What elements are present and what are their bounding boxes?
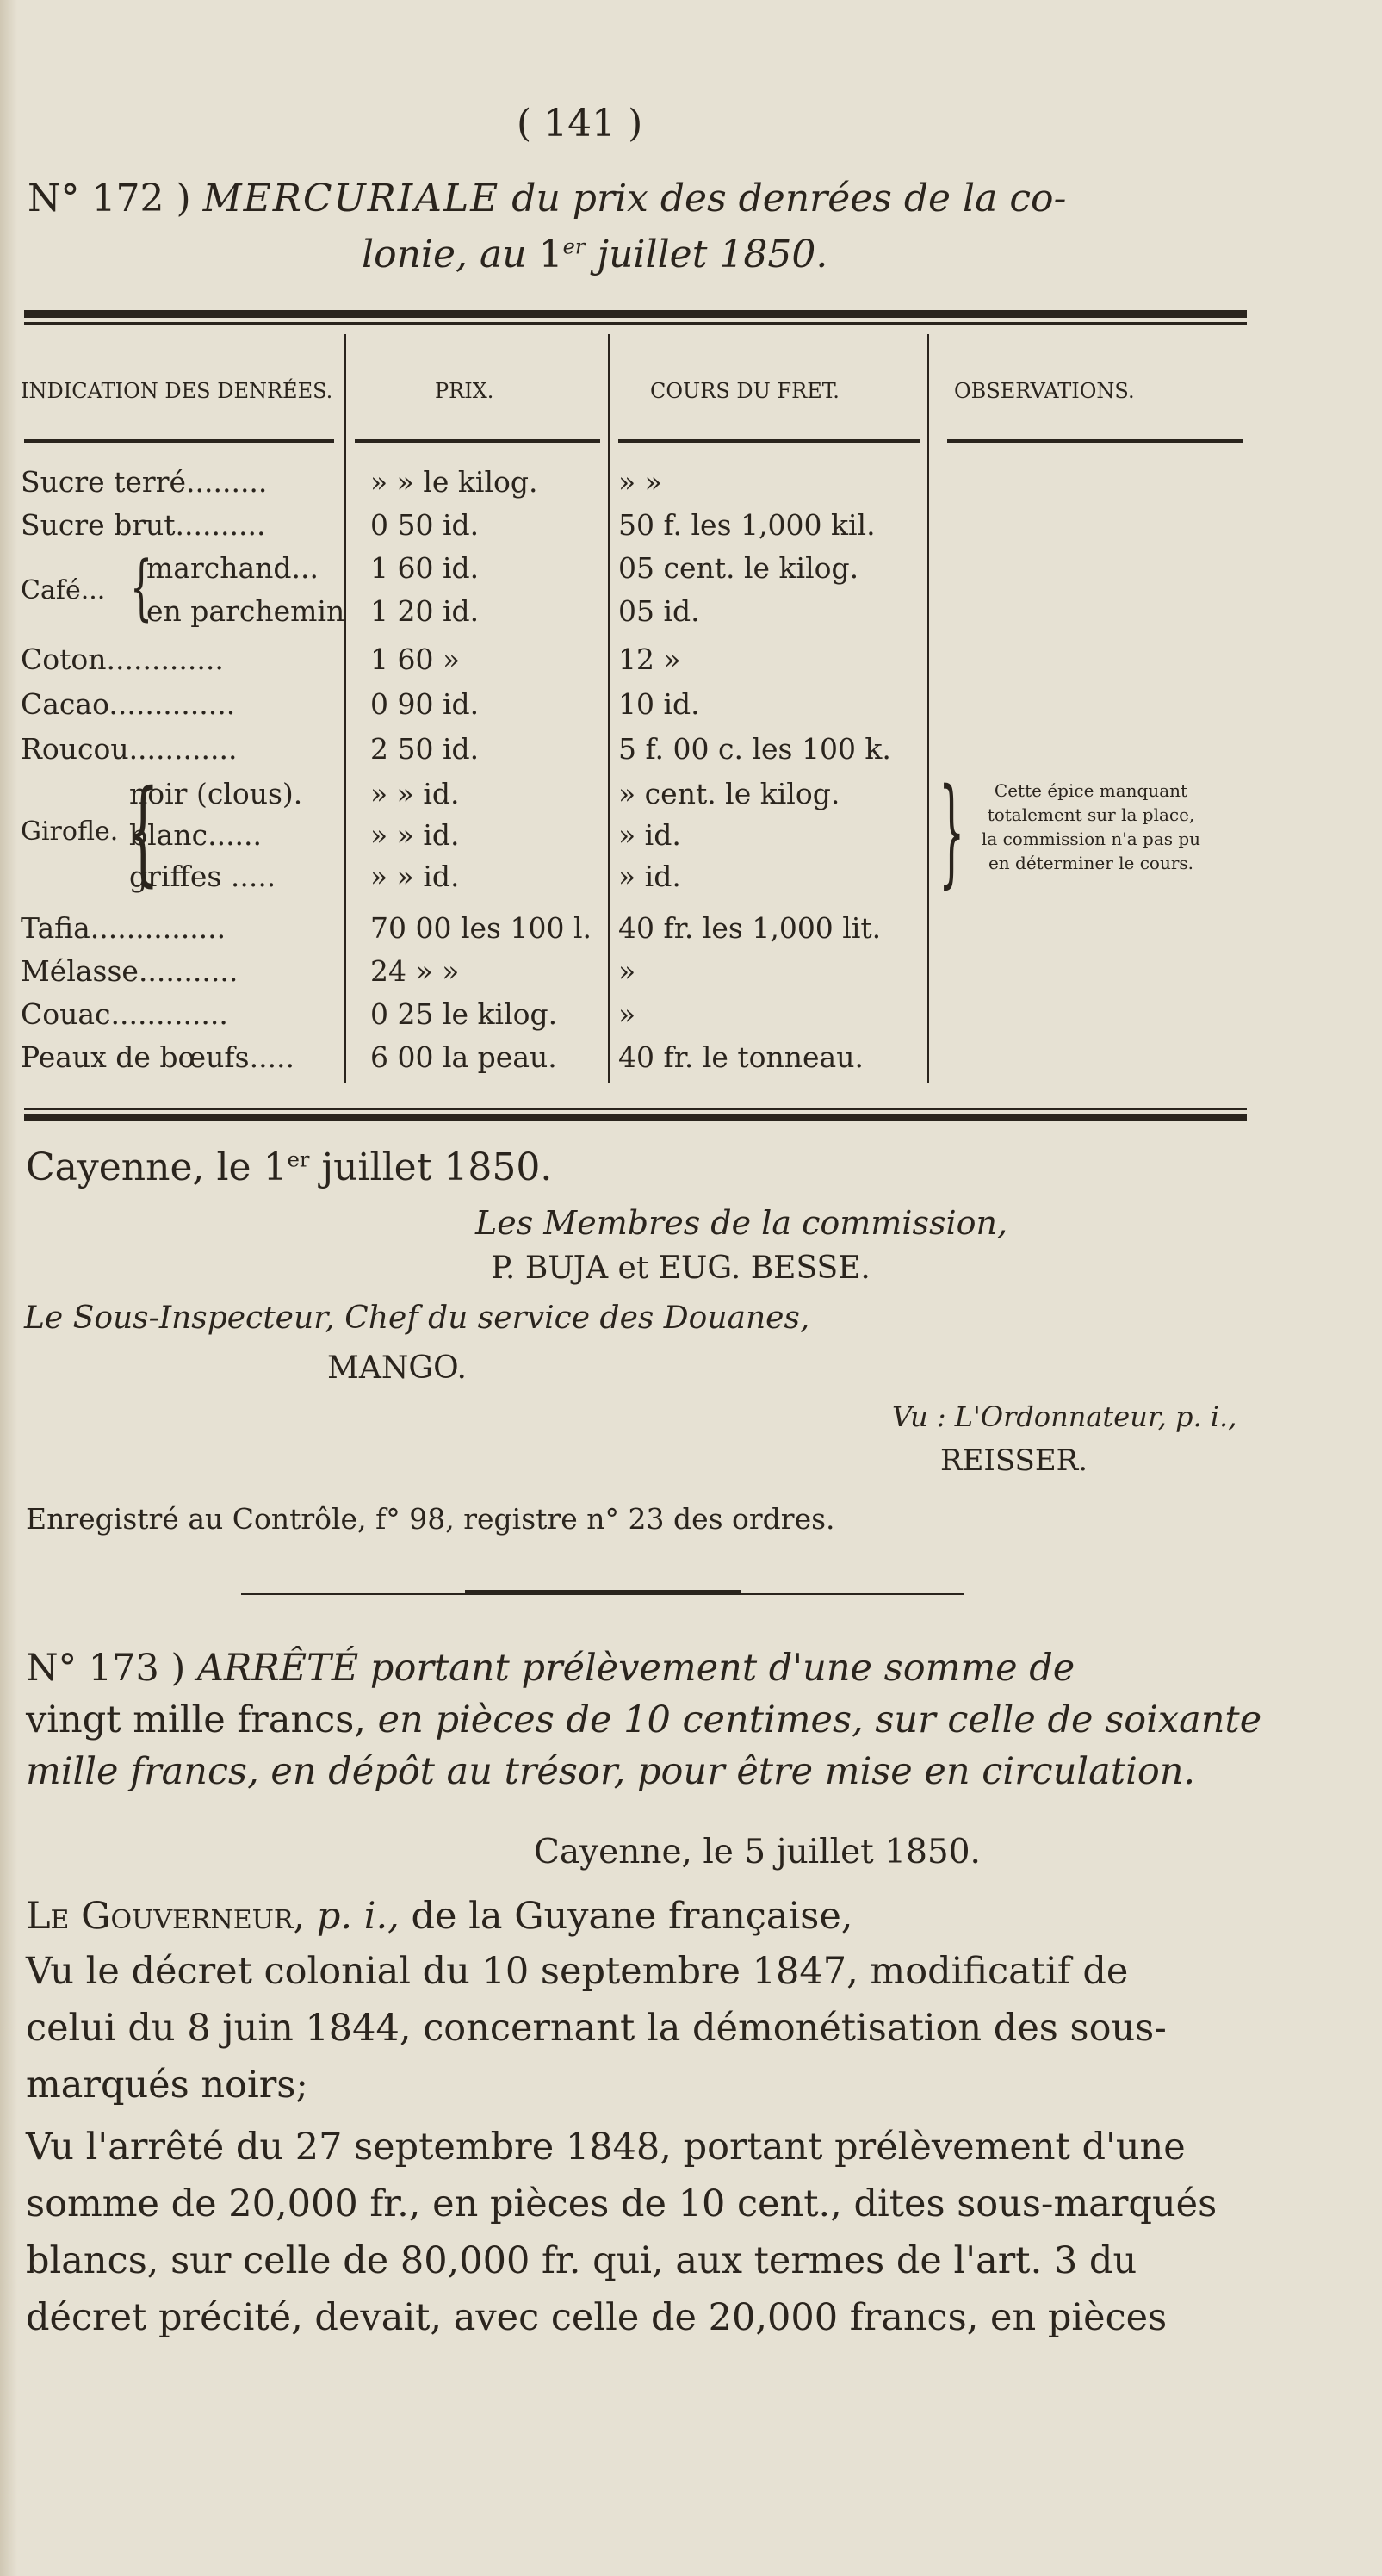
mercuriale-title-sup: er — [562, 234, 586, 259]
table-bottom-rule-thin — [24, 1108, 1247, 1110]
header-underline — [24, 439, 334, 443]
observation-line: Cette épice manquant — [994, 780, 1188, 801]
row-fret: 50 f. les 1,000 kil. — [618, 508, 876, 542]
row-prix: » » id. — [370, 818, 460, 852]
row-fret: 5 f. 00 c. les 100 k. — [618, 732, 891, 766]
row-fret: » cent. le kilog. — [618, 777, 840, 810]
row-name: Roucou............ — [21, 732, 238, 766]
vu-name: REISSER. — [940, 1443, 1088, 1478]
arrete-title-2a: vingt mille francs, — [26, 1698, 366, 1741]
table-top-rule — [24, 310, 1247, 318]
row-fret: 12 » — [618, 642, 681, 676]
mercuriale-number: N° 172 ) — [28, 177, 191, 220]
row-name: griffes ..... — [129, 860, 276, 893]
header-underline — [355, 439, 600, 443]
arrete-line: marqués noirs; — [26, 2064, 308, 2107]
place-date-text: Cayenne, le 1 — [26, 1145, 288, 1189]
arrete-line: celui du 8 juin 1844, concernant la démonétisation des sous- — [26, 2007, 1167, 2050]
observation-note — [949, 779, 1233, 875]
mercuriale-title-date: juillet 1850. — [597, 233, 828, 276]
arrete-line: Vu l'arrêté du 27 septembre 1848, portant prélèvement d'une — [26, 2126, 1186, 2169]
arrete-number: N° 173 ) — [26, 1647, 186, 1690]
observation-line: en déterminer le cours. — [988, 853, 1194, 873]
group-label-cafe: Café... — [21, 575, 106, 605]
row-name: Tafia............... — [21, 911, 226, 945]
header-observations: OBSERVATIONS. — [954, 379, 1135, 403]
row-prix: 70 00 les 100 l. — [370, 911, 592, 945]
arrete-governor-pi: p. i., — [305, 1895, 400, 1938]
row-fret: 05 id. — [618, 594, 700, 628]
arrete-title-1: ARRÊTÉ portant prélèvement d'une somme de — [196, 1647, 1075, 1690]
place-date-text-end: juillet 1850. — [309, 1145, 553, 1189]
header-denrees: INDICATION DES DENRÉES. — [21, 379, 333, 403]
row-name: blanc...... — [129, 818, 263, 852]
row-prix: 0 25 le kilog. — [370, 997, 558, 1031]
section-separator-thick — [465, 1590, 741, 1595]
row-fret: 40 fr. le tonneau. — [618, 1040, 864, 1074]
row-prix: » » id. — [370, 777, 460, 810]
row-prix: 1 60 id. — [370, 551, 480, 585]
row-prix: 24 » » — [370, 954, 460, 988]
mercuriale-title-rest: du prix des denrées de la co- — [511, 177, 1067, 220]
row-prix: 6 00 la peau. — [370, 1040, 557, 1074]
table-top-rule-thin — [24, 322, 1247, 325]
arrete-paragraph — [26, 1895, 852, 1938]
mercuriale-heading — [28, 177, 1066, 220]
members-names: P. BUJA et EUG. BESSE. — [491, 1251, 871, 1286]
arrete-governor-place: de la Guyane française, — [399, 1895, 853, 1938]
column-divider — [927, 334, 929, 1083]
enregistre-line: Enregistré au Contrôle, f° 98, registre n° 23 des ordres. — [26, 1502, 835, 1536]
arrete-title-2b: en pièces de 10 centimes, sur celle de soixante — [365, 1698, 1262, 1741]
row-prix: » » id. — [370, 860, 460, 893]
arrete-line: somme de 20,000 fr., en pièces de 10 cent., dites sous-marqués — [26, 2182, 1218, 2225]
inspector-label: Le Sous-Inspecteur, Chef du service des Douanes, — [24, 1300, 810, 1336]
header-fret: COURS DU FRET. — [650, 379, 840, 403]
arrete-heading-line2 — [26, 1698, 1261, 1741]
mercuriale-title-main: MERCURIALE — [202, 177, 500, 220]
row-prix: 1 20 id. — [370, 594, 480, 628]
table-bottom-rule — [24, 1114, 1247, 1121]
vu-ordonnateur: Vu : L'Ordonnateur, p. i., — [892, 1400, 1237, 1433]
brace-observation: } — [939, 764, 965, 900]
row-fret: 10 id. — [618, 687, 700, 721]
row-name: noir (clous). — [129, 777, 303, 810]
place-date — [26, 1145, 552, 1189]
group-label-girofle: Girofle. — [21, 816, 119, 847]
arrete-date: Cayenne, le 5 juillet 1850. — [534, 1833, 981, 1871]
row-prix: 0 90 id. — [370, 687, 480, 721]
column-divider — [608, 334, 610, 1083]
inspector-name: MANGO. — [327, 1350, 467, 1386]
row-name: Peaux de bœufs..... — [21, 1040, 295, 1074]
row-name: Mélasse........... — [21, 954, 239, 988]
place-date-sup: er — [287, 1147, 310, 1172]
header-prix: PRIX. — [435, 379, 494, 403]
members-label: Les Membres de la commission, — [475, 1204, 1008, 1242]
mercuriale-heading-line2 — [362, 233, 827, 276]
arrete-line: décret précité, devait, avec celle de 20,000 francs, en pièces — [26, 2296, 1168, 2339]
arrete-line: blancs, sur celle de 80,000 fr. qui, aux termes de l'art. 3 du — [26, 2239, 1137, 2282]
arrete-governor: Le Gouverneur, — [26, 1895, 306, 1938]
row-fret: » id. — [618, 860, 681, 893]
row-name: en parchemin — [146, 594, 345, 628]
row-name: Sucre brut.......... — [21, 508, 266, 542]
observation-line: totalement sur la place, — [987, 804, 1195, 825]
arrete-heading — [26, 1647, 1075, 1690]
row-name: Cacao.............. — [21, 687, 236, 721]
column-divider — [344, 334, 346, 1083]
arrete-title-3: mille francs, en dépôt au trésor, pour être mise en circulation. — [26, 1750, 1196, 1793]
row-fret: 05 cent. le kilog. — [618, 551, 859, 585]
brace-cafe: { — [130, 547, 153, 629]
row-fret: 40 fr. les 1,000 lit. — [618, 911, 882, 945]
row-fret: » — [618, 997, 636, 1031]
row-name: Sucre terré......... — [21, 465, 268, 499]
row-fret: » » — [618, 465, 662, 499]
row-name: marchand... — [146, 551, 319, 585]
arrete-line: Vu le décret colonial du 10 septembre 1847, modificatif de — [26, 1950, 1129, 1993]
mercuriale-title-day: 1 — [538, 233, 563, 276]
row-name: Coton............. — [21, 642, 224, 676]
row-prix: 2 50 id. — [370, 732, 480, 766]
mercuriale-title-line2: lonie, au — [362, 233, 527, 276]
row-name: Couac............. — [21, 997, 228, 1031]
row-prix: 0 50 id. — [370, 508, 480, 542]
row-fret: » id. — [618, 818, 681, 852]
observation-line: la commission n'a pas pu — [981, 829, 1201, 849]
header-underline — [947, 439, 1243, 443]
header-underline — [618, 439, 920, 443]
row-fret: » — [618, 954, 636, 988]
row-prix: » » le kilog. — [370, 465, 538, 499]
page-number: ( 141 ) — [517, 102, 643, 146]
row-prix: 1 60 » — [370, 642, 461, 676]
brace-girofle: { — [127, 766, 159, 898]
